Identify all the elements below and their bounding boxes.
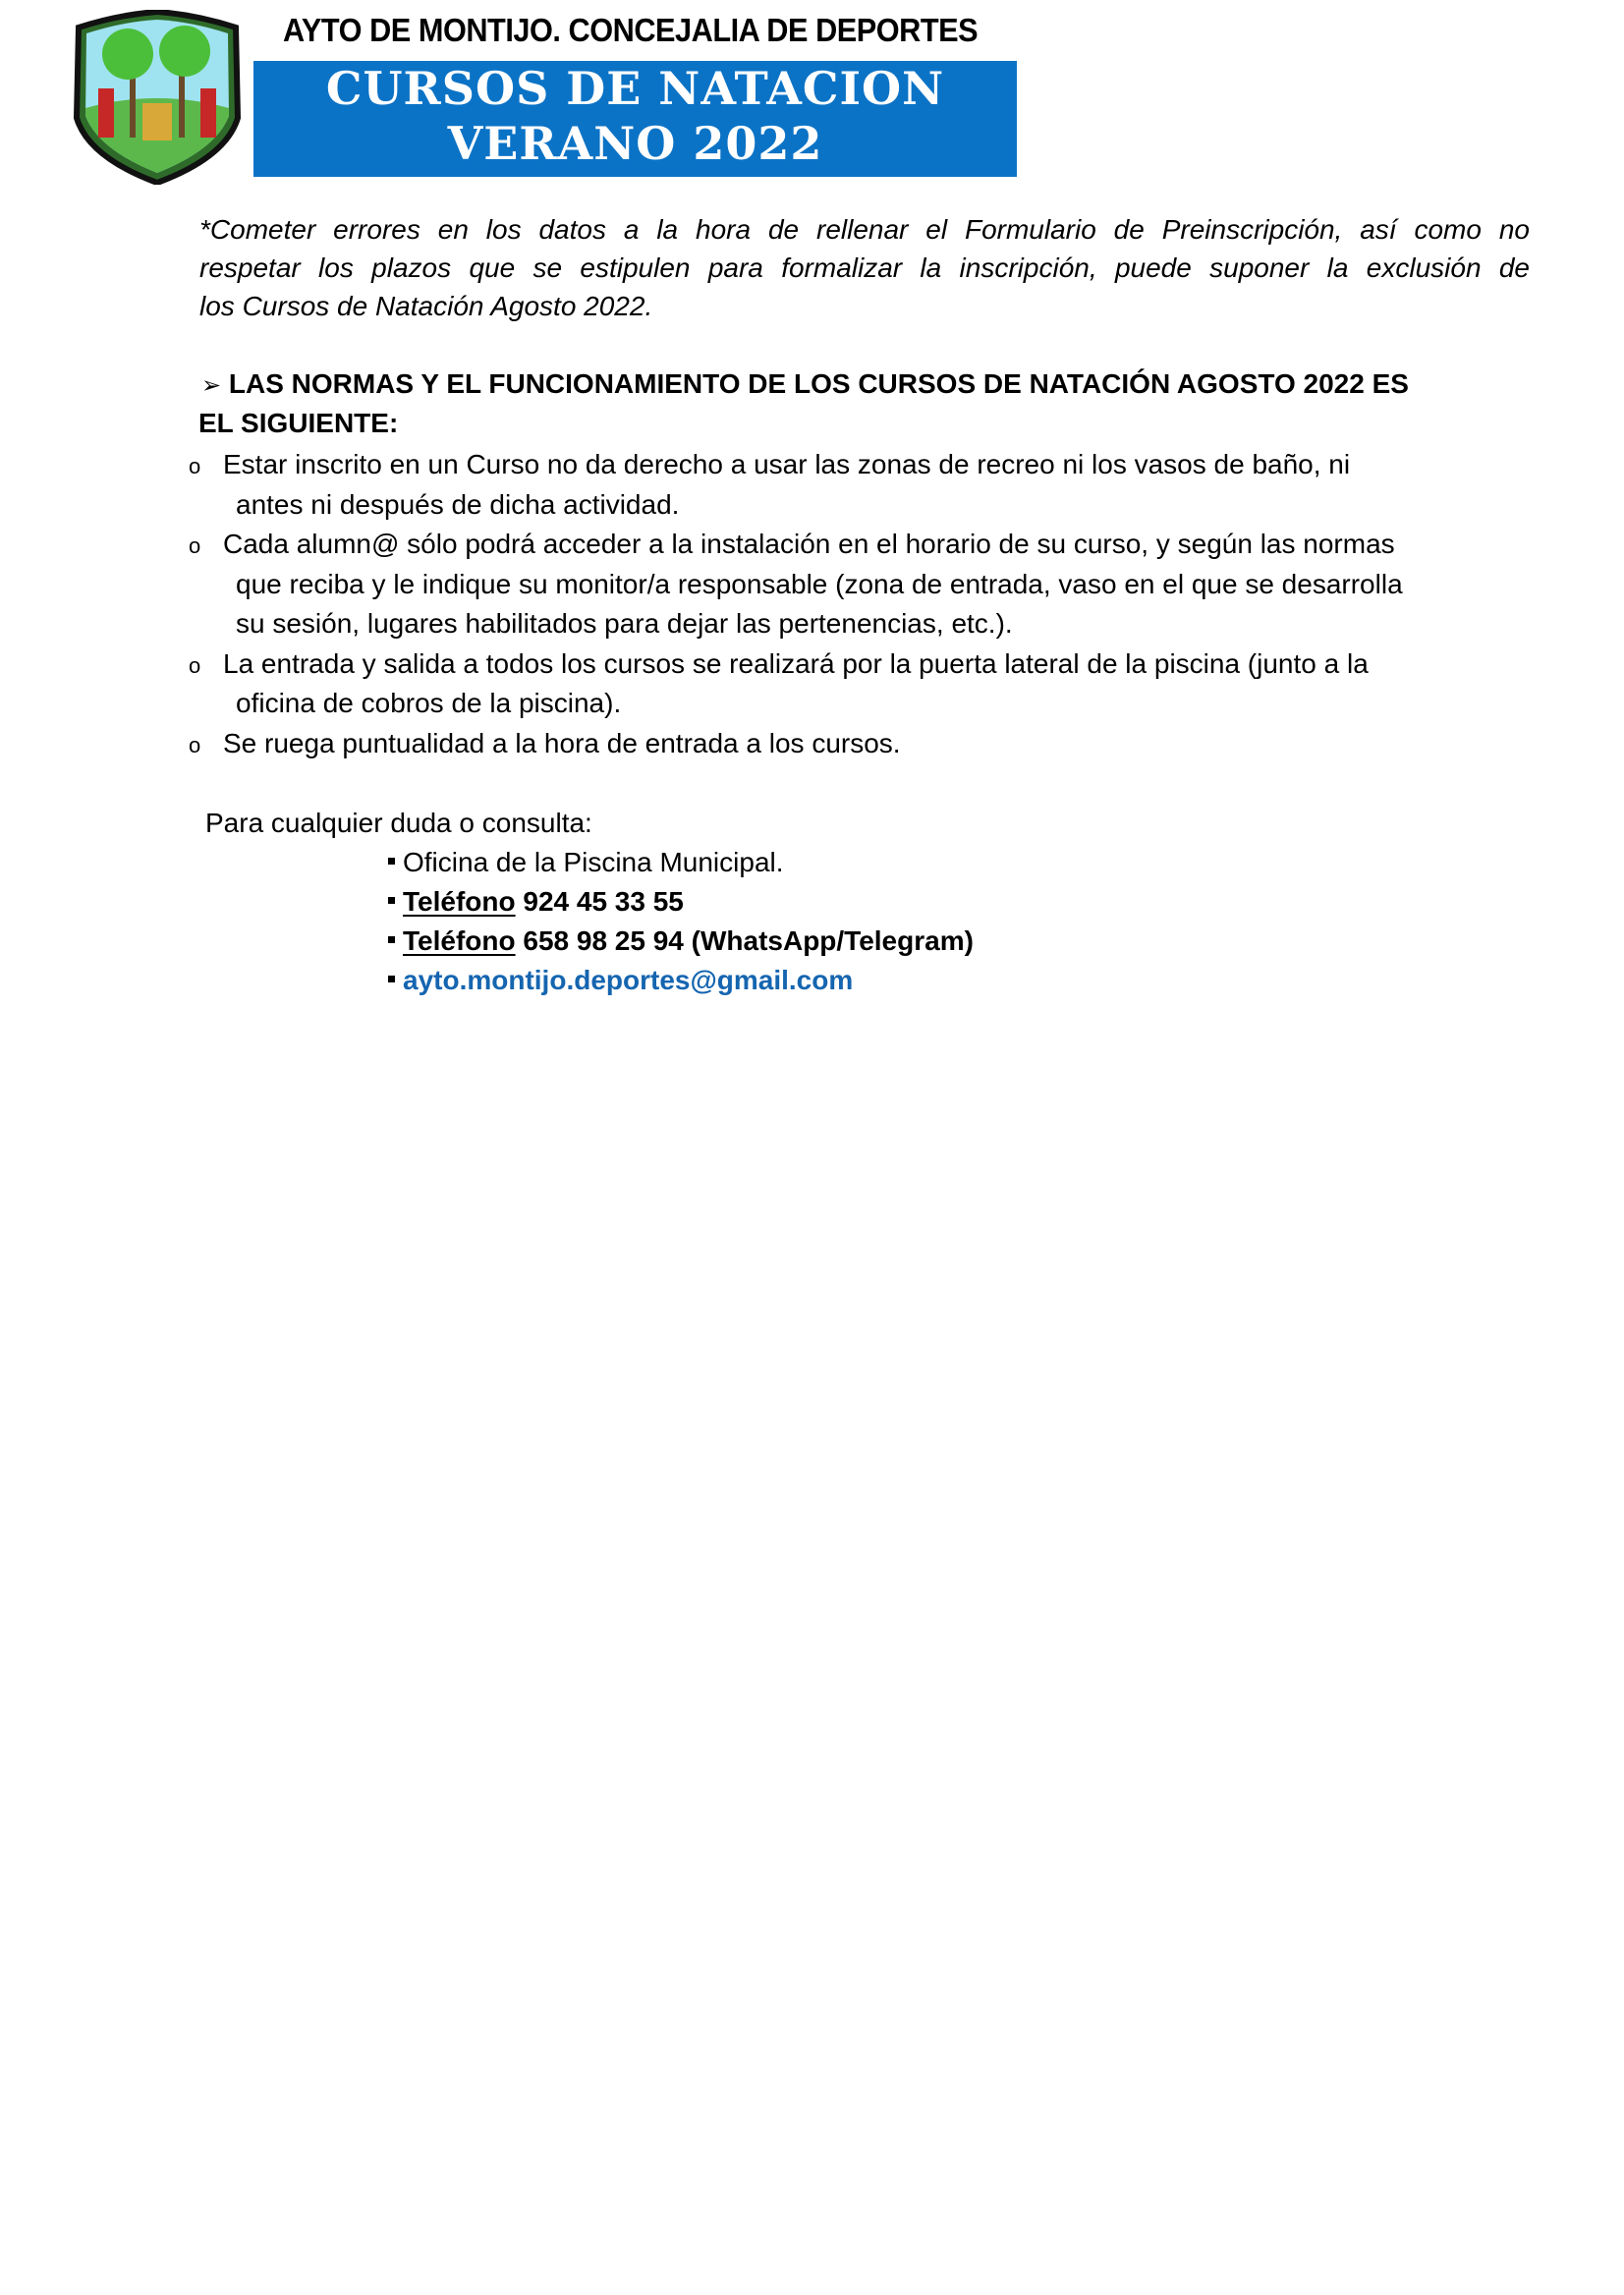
banner-title: CURSOS DE NATACION <box>325 62 945 115</box>
phone-label: Teléfono <box>403 886 516 917</box>
circle-bullet-icon: o <box>189 533 201 558</box>
rule-item-line: Se ruega puntualidad a la hora de entrada a los cursos. <box>223 728 901 758</box>
header-organization: AYTO DE MONTIJO. CONCEJALIA DE DEPORTES <box>283 12 979 48</box>
square-bullet-icon <box>388 936 395 943</box>
contact-office <box>388 843 784 882</box>
circle-bullet-icon: o <box>189 653 201 678</box>
rules-heading-line2: EL SIGUIENTE: <box>198 408 399 438</box>
rule-item-line: oficina de cobros de la piscina). <box>236 688 622 718</box>
email-link[interactable]: ayto.montijo.deportes@gmail.com <box>403 965 854 995</box>
circle-bullet-icon: o <box>189 454 201 478</box>
contact-email <box>388 961 853 1000</box>
notice-line: *Cometer errores en los datos a la hora de rellenar el Formulario de Preinscripción, así como no <box>199 214 1530 245</box>
square-bullet-icon <box>388 897 395 904</box>
municipal-crest-logo <box>69 10 246 185</box>
square-bullet-icon <box>388 976 395 982</box>
circle-bullet-icon: o <box>189 733 201 757</box>
rule-item-line: Cada alumn@ sólo podrá acceder a la instalación en el horario de su curso, y según las normas <box>223 529 1395 559</box>
arrow-bullet-icon: ➢ <box>201 372 222 399</box>
contact-intro: Para cualquier duda o consulta: <box>205 808 592 838</box>
notice-line: los Cursos de Natación Agosto 2022. <box>199 291 653 321</box>
rule-item-line: Estar inscrito en un Curso no da derecho a usar las zonas de recreo ni los vasos de baño, ni <box>223 449 1351 479</box>
phone-label: Teléfono <box>403 925 516 956</box>
phone-number: 924 45 33 55 <box>523 886 684 917</box>
rule-item-line: La entrada y salida a todos los cursos se realizará por la puerta lateral de la piscina (junto a la <box>223 648 1369 679</box>
office-text: Oficina de la Piscina Municipal. <box>403 847 784 877</box>
notice-line: respetar los plazos que se estipulen para formalizar la inscripción, puede suponer la exclusión de <box>199 252 1530 283</box>
rule-item-line: antes ni después de dicha actividad. <box>236 489 680 520</box>
contact-phone-2 <box>388 922 974 961</box>
rule-item-line: su sesión, lugares habilitados para dejar las pertenencias, etc.). <box>236 608 1013 639</box>
square-bullet-icon <box>388 858 395 865</box>
phone-number: 658 98 25 94 (WhatsApp/Telegram) <box>523 925 974 956</box>
contact-phone-1 <box>388 882 684 922</box>
title-banner <box>253 61 1017 177</box>
banner-subtitle: VERANO 2022 <box>447 117 823 170</box>
rules-heading <box>201 364 1409 406</box>
rule-item-line: que reciba y le indique su monitor/a responsable (zona de entrada, vaso en el que se desarrolla <box>236 569 1403 599</box>
rules-heading-line1: LAS NORMAS Y EL FUNCIONAMIENTO DE LOS CURSOS DE NATACIÓN AGOSTO 2022 ES <box>228 368 1409 399</box>
